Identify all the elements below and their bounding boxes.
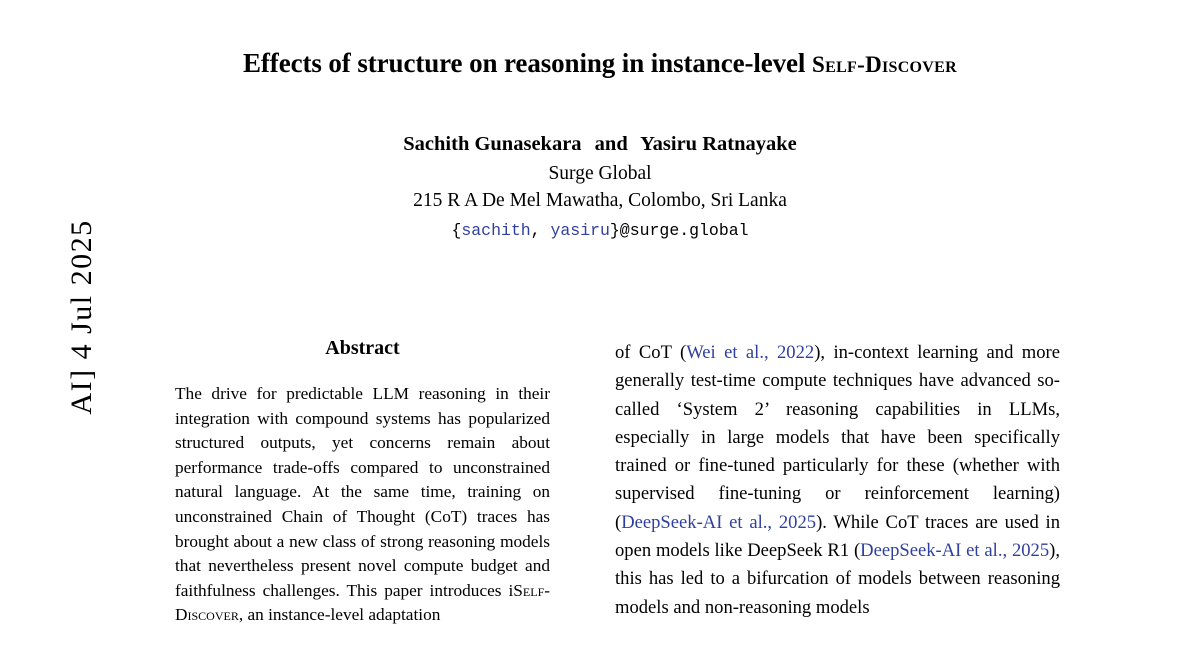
affiliation-address: 215 R A De Mel Mawatha, Colombo, Sri Lanka xyxy=(413,190,787,211)
introduction-column xyxy=(615,339,1060,622)
intro-segment-1: of CoT ( xyxy=(615,342,687,363)
title-smallcaps-text: Self-Discover xyxy=(812,52,957,77)
abstract-method-name: Self-Discover xyxy=(175,580,550,625)
citation-deepseek-2025-a[interactable]: DeepSeek-AI et al., 2025 xyxy=(621,511,817,533)
page-title xyxy=(0,48,1200,79)
intro-segment-2: ), in-context learning and more generally test-time compute techniques have advanced so-called ‘System 2’ reasoning capabilities in LLMs, especially in large models that have been specifically trained or fine-tuned particularly for these (whether with supervised fine-tuning or reinforcement learning) ( xyxy=(615,342,1060,533)
introduction-paragraph xyxy=(615,339,1060,622)
intro-segment-3: ). While CoT traces are used in open models like DeepSeek R1 ( xyxy=(615,511,1060,562)
email-domain: }@surge.global xyxy=(609,221,749,240)
author-name-first: Sachith Gunasekara xyxy=(403,133,582,155)
email-open-brace: { xyxy=(451,221,462,240)
author-conjunction: and xyxy=(594,133,628,155)
title-main-text: Effects of structure on reasoning in instance-level xyxy=(243,48,812,78)
author-list xyxy=(0,133,1200,156)
citation-wei-2022[interactable]: Wei et al., 2022 xyxy=(686,342,815,363)
email-user-yasiru[interactable]: yasiru xyxy=(550,221,610,240)
abstract-text-end: , an instance-level adaptation xyxy=(238,605,441,625)
email-user-sachith[interactable]: sachith xyxy=(461,221,531,240)
arxiv-identifier-stamp: AI] 4 Jul 2025 xyxy=(65,219,98,415)
email-separator: , xyxy=(530,221,551,240)
abstract-text-start: The drive for predictable LLM reasoning in their integration with compound systems has popularized structured outputs, yet concerns remain about performance trade-offs compared to unconstrained natural language. At the same time, training on unconstrained Chain of Thought (CoT) traces has brought about a new class of strong reasoning models that nevertheless present novel compute budget and faithfulness challenges. This paper introduces i xyxy=(175,384,550,600)
abstract-body xyxy=(175,382,550,628)
citation-deepseek-2025-b[interactable]: DeepSeek-AI et al., 2025 xyxy=(860,540,1050,562)
intro-segment-4: ), this has led to a bifurcation of models between reasoning models and non-reasoning models xyxy=(615,540,1060,618)
contact-emails xyxy=(0,219,1200,241)
affiliation: Surge Global xyxy=(548,163,652,184)
author-name-second: Yasiru Ratnayake xyxy=(640,133,797,155)
abstract-paragraph xyxy=(175,382,550,628)
abstract-heading: Abstract xyxy=(325,337,400,359)
